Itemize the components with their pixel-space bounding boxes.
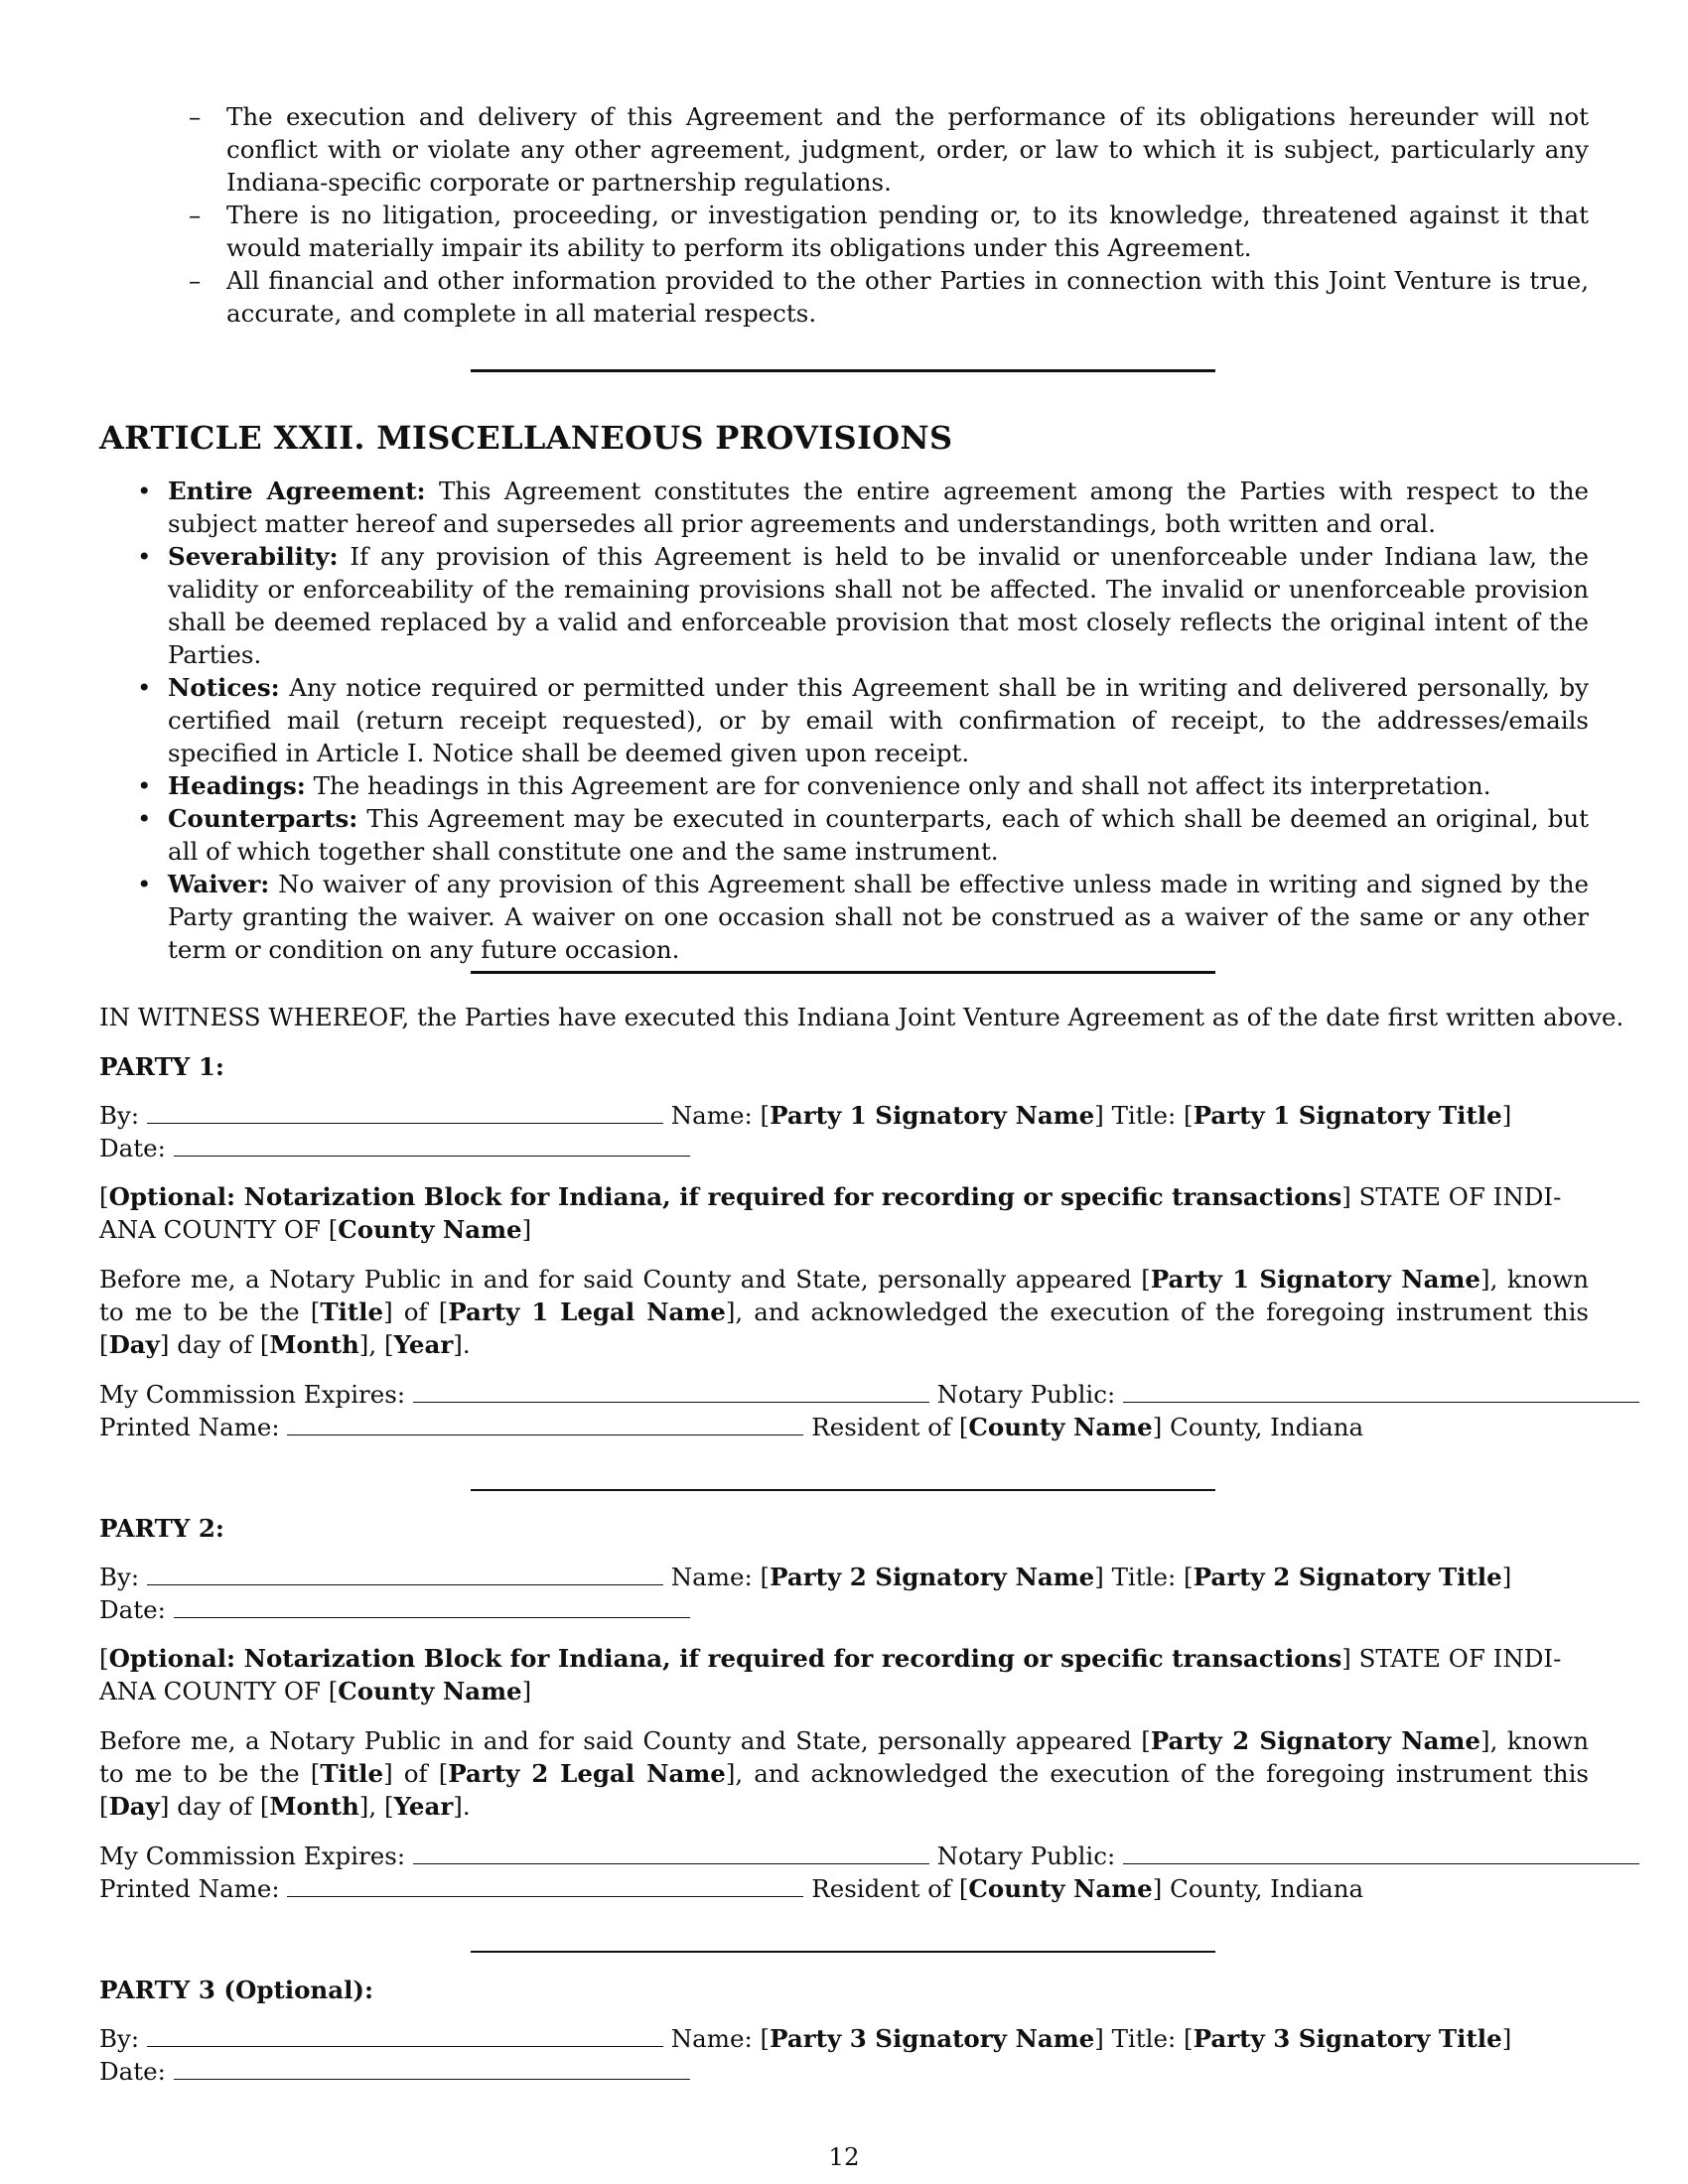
by-label: By: <box>99 1563 140 1591</box>
signatory-name: Party 2 Signatory Name <box>1150 1726 1481 1755</box>
witness-statement: IN WITNESS WHEREOF, the Parties have executed this Indiana Joint Venture Agreement as of the date first written above. <box>99 1003 1624 1031</box>
notary-text: me to be the <box>134 1297 300 1326</box>
title-placeholder: Title <box>320 1297 384 1326</box>
provision-severability <box>99 540 1589 671</box>
county-placeholder: County Name <box>968 1413 1153 1441</box>
provision-waiver <box>99 868 1589 966</box>
list-item: – All financial and other information provided to the other Parties in connection with this Joint Venture is true, accurate, and complete in all material respects. <box>189 264 1589 330</box>
provision-counterparts <box>99 802 1589 868</box>
county-placeholder: County Name <box>338 1215 522 1244</box>
year-placeholder: Year <box>393 1792 454 1821</box>
title-label: Title: <box>1111 1101 1177 1130</box>
provision-text: Any notice required or permitted under this Agreement shall be in writing and delivered personally, by certified mail (return receipt requested), or by email with confirmation of receipt, to the addresses/emails specified in Article I. Notice shall be deemed given upon receipt. <box>168 673 1589 767</box>
provision-text: No waiver of any provision of this Agreement shall be effective unless made in writing and signed by the Party granting the waiver. A waiver on one occasion shall not be construed as a waiver of the same or any other term or condition on any future occasion. <box>168 870 1589 964</box>
signatory-title: Party 2 Signatory Title <box>1193 1563 1502 1591</box>
notary-text: Before me, a Notary Public in and for said County and State, personally appeared <box>99 1726 1132 1755</box>
section-divider <box>471 1489 1215 1491</box>
printed-name-line: Printed Name: Resident of [County Name] County, Indiana <box>99 1413 1364 1441</box>
provision-text: If any provision of this Agreement is held to be invalid or unenforceable under Indiana law, the validity or enforceability of the remaining provisions shall not be affected. The invalid or unenforceable provision shall be deemed replaced by a valid and enforceable provision that most closely reflects the original intent of the Parties. <box>168 542 1589 669</box>
notary-text: . <box>462 1792 471 1821</box>
by-label: By: <box>99 1101 140 1130</box>
provision-notices <box>99 671 1589 769</box>
legal-name: Party 2 Legal Name <box>448 1759 726 1788</box>
party-heading: PARTY 1: <box>99 1052 224 1081</box>
notary-text: , known to <box>99 1726 1589 1788</box>
provision-term: Entire Agreement: <box>168 477 426 505</box>
provision-headings <box>99 769 1589 802</box>
signature-field[interactable] <box>147 1563 663 1585</box>
name-label: Name: <box>670 1563 753 1591</box>
date-line <box>99 1593 1628 1626</box>
party-heading: PARTY 3 (Optional): <box>99 1976 374 2004</box>
provision-term: Severability: <box>168 542 339 571</box>
article-heading: ARTICLE XXII. MISCELLANEOUS PROVISIONS <box>99 419 953 457</box>
notary-field[interactable] <box>1123 1842 1639 1864</box>
legal-name: Party 1 Legal Name <box>448 1297 726 1326</box>
provision-entire-agreement <box>99 475 1589 540</box>
notary-intro: [Optional: Notarization Block for Indiana, if required for recording or specific transactions] STATE OF INDI- ANA COUNTY OF [County Name] <box>99 1644 1562 1706</box>
title-placeholder: Title <box>320 1759 384 1788</box>
date-label: Date: <box>99 2057 166 2086</box>
by-label: By: <box>99 2024 140 2053</box>
resident-label: Resident of <box>811 1413 952 1441</box>
notary-acknowledgment: Before me, a Notary Public in and for said County and State, personally appeared [Party 2 Signatory Name], known to me to be the [Title] of [Party 2 Legal Name], and acknowledged the execution of the foregoing instrument this [Day] day of [Month], [Year]. <box>99 1726 1589 1821</box>
notary-text: Before me, a Notary Public in and for said County and State, personally appeared <box>99 1265 1132 1294</box>
signatory-name: Party 2 Signatory Name <box>770 1563 1095 1591</box>
notary-text: , and acknowledged the execution of the foregoing instrument this <box>735 1759 1589 1788</box>
state-label: STATE OF INDI- <box>1358 1182 1562 1211</box>
date-line <box>99 2055 1628 2088</box>
signature-field[interactable] <box>147 2024 663 2047</box>
date-label: Date: <box>99 1134 166 1162</box>
provision-text: This Agreement may be executed in counterparts, each of which shall be deemed an original, but all of which together shall constitute one and the same instrument. <box>168 804 1589 866</box>
signatory-name: Party 1 Signatory Name <box>770 1101 1095 1130</box>
signature-line: By: Name: [Party 2 Signatory Name] Title: [Party 2 Signatory Title] <box>99 1563 1512 1591</box>
notary-text: . <box>462 1330 471 1359</box>
title-label: Title: <box>1111 1563 1177 1591</box>
signature-line: By: Name: [Party 1 Signatory Name] Title: [Party 1 Signatory Title] <box>99 1101 1512 1130</box>
county-label: ANA COUNTY OF <box>99 1677 321 1706</box>
list-item: – There is no litigation, proceeding, or investigation pending or, to its knowledge, threatened against it that would materially impair its ability to perform its obligations under this Agreement. <box>189 199 1589 264</box>
notary-text: me to be the <box>134 1759 300 1788</box>
date-label: Date: <box>99 1595 166 1624</box>
date-field[interactable] <box>174 1595 690 1618</box>
month-placeholder: Month <box>269 1330 359 1359</box>
notary-text: day of <box>177 1330 253 1359</box>
signature-field[interactable] <box>147 1101 663 1124</box>
optional-notarization-label: Optional: Notarization Block for Indiana, if required for recording or specific transactions <box>108 1644 1342 1673</box>
signatory-title: Party 1 Signatory Title <box>1193 1101 1502 1130</box>
commission-line <box>99 1840 1628 1872</box>
printed-name-line: Printed Name: Resident of [County Name] County, Indiana <box>99 1874 1364 1903</box>
name-label: Name: <box>670 2024 753 2053</box>
printed-label: Printed Name: <box>99 1413 280 1441</box>
signatory-title: Party 3 Signatory Title <box>1193 2024 1502 2053</box>
printed-name-field[interactable] <box>287 1413 803 1435</box>
commission-field[interactable] <box>413 1842 929 1864</box>
notary-text: of <box>403 1759 428 1788</box>
county-indiana-label: County, Indiana <box>1170 1874 1364 1903</box>
notary-text: , <box>368 1330 377 1359</box>
notary-text: day of <box>177 1792 253 1821</box>
day-placeholder: Day <box>108 1330 160 1359</box>
notary-label: Notary Public: <box>936 1380 1116 1409</box>
optional-notarization-label: Optional: Notarization Block for Indiana, if required for recording or specific transactions <box>108 1182 1342 1211</box>
month-placeholder: Month <box>269 1792 359 1821</box>
date-field[interactable] <box>174 1134 690 1157</box>
provision-text: This Agreement constitutes the entire agreement among the Parties with respect to the subject matter hereof and supersedes all prior agreements and understandings, both written and oral. <box>168 477 1590 538</box>
county-indiana-label: County, Indiana <box>1170 1413 1364 1441</box>
provision-term: Waiver: <box>168 870 270 898</box>
commission-field[interactable] <box>413 1380 929 1403</box>
commission-label: My Commission Expires: <box>99 1380 406 1409</box>
county-placeholder: County Name <box>968 1874 1153 1903</box>
printed-label: Printed Name: <box>99 1874 280 1903</box>
signature-line: By: Name: [Party 3 Signatory Name] Title: [Party 3 Signatory Title] <box>99 2024 1512 2053</box>
notary-text: of <box>403 1297 428 1326</box>
county-label: ANA COUNTY OF <box>99 1215 321 1244</box>
section-divider <box>471 369 1215 372</box>
section-divider <box>471 1951 1215 1953</box>
provision-text: The headings in this Agreement are for convenience only and shall not affect its interpretation. <box>313 771 1491 800</box>
county-placeholder: County Name <box>338 1677 522 1706</box>
section-divider <box>471 971 1215 974</box>
date-line <box>99 1132 1628 1164</box>
notary-text: , known to <box>99 1265 1589 1326</box>
notary-text: , and acknowledged the execution of the foregoing instrument this <box>735 1297 1589 1326</box>
page-number: 12 <box>828 2142 860 2171</box>
state-label: STATE OF INDI- <box>1358 1644 1562 1673</box>
representations-list <box>189 100 1589 330</box>
notary-acknowledgment: Before me, a Notary Public in and for said County and State, personally appeared [Party 1 Signatory Name], known to me to be the [Title] of [Party 1 Legal Name], and acknowledged the execution of the foregoing instrument this [Day] day of [Month], [Year]. <box>99 1265 1589 1359</box>
resident-label: Resident of <box>811 1874 952 1903</box>
commission-line <box>99 1378 1628 1411</box>
notary-intro: [Optional: Notarization Block for Indiana, if required for recording or specific transactions] STATE OF INDI- ANA COUNTY OF [County Name] <box>99 1182 1562 1244</box>
year-placeholder: Year <box>393 1330 454 1359</box>
signatory-name: Party 1 Signatory Name <box>1150 1265 1481 1294</box>
commission-label: My Commission Expires: <box>99 1842 406 1870</box>
signatory-name: Party 3 Signatory Name <box>770 2024 1095 2053</box>
printed-name-field[interactable] <box>287 1874 803 1897</box>
party-heading: PARTY 2: <box>99 1514 224 1543</box>
list-item: – The execution and delivery of this Agreement and the performance of its obligations hereunder will not conflict with or violate any other agreement, judgment, order, or law to which it is subject, particularly any Indiana-specific corporate or partnership regulations. <box>189 100 1589 199</box>
provision-term: Counterparts: <box>168 804 358 833</box>
notary-field[interactable] <box>1123 1380 1639 1403</box>
notary-text: , <box>368 1792 377 1821</box>
name-label: Name: <box>670 1101 753 1130</box>
title-label: Title: <box>1111 2024 1177 2053</box>
provision-term: Headings: <box>168 771 306 800</box>
day-placeholder: Day <box>108 1792 160 1821</box>
date-field[interactable] <box>174 2057 690 2080</box>
provision-term: Notices: <box>168 673 280 702</box>
notary-label: Notary Public: <box>936 1842 1116 1870</box>
provisions-list <box>99 475 1589 966</box>
